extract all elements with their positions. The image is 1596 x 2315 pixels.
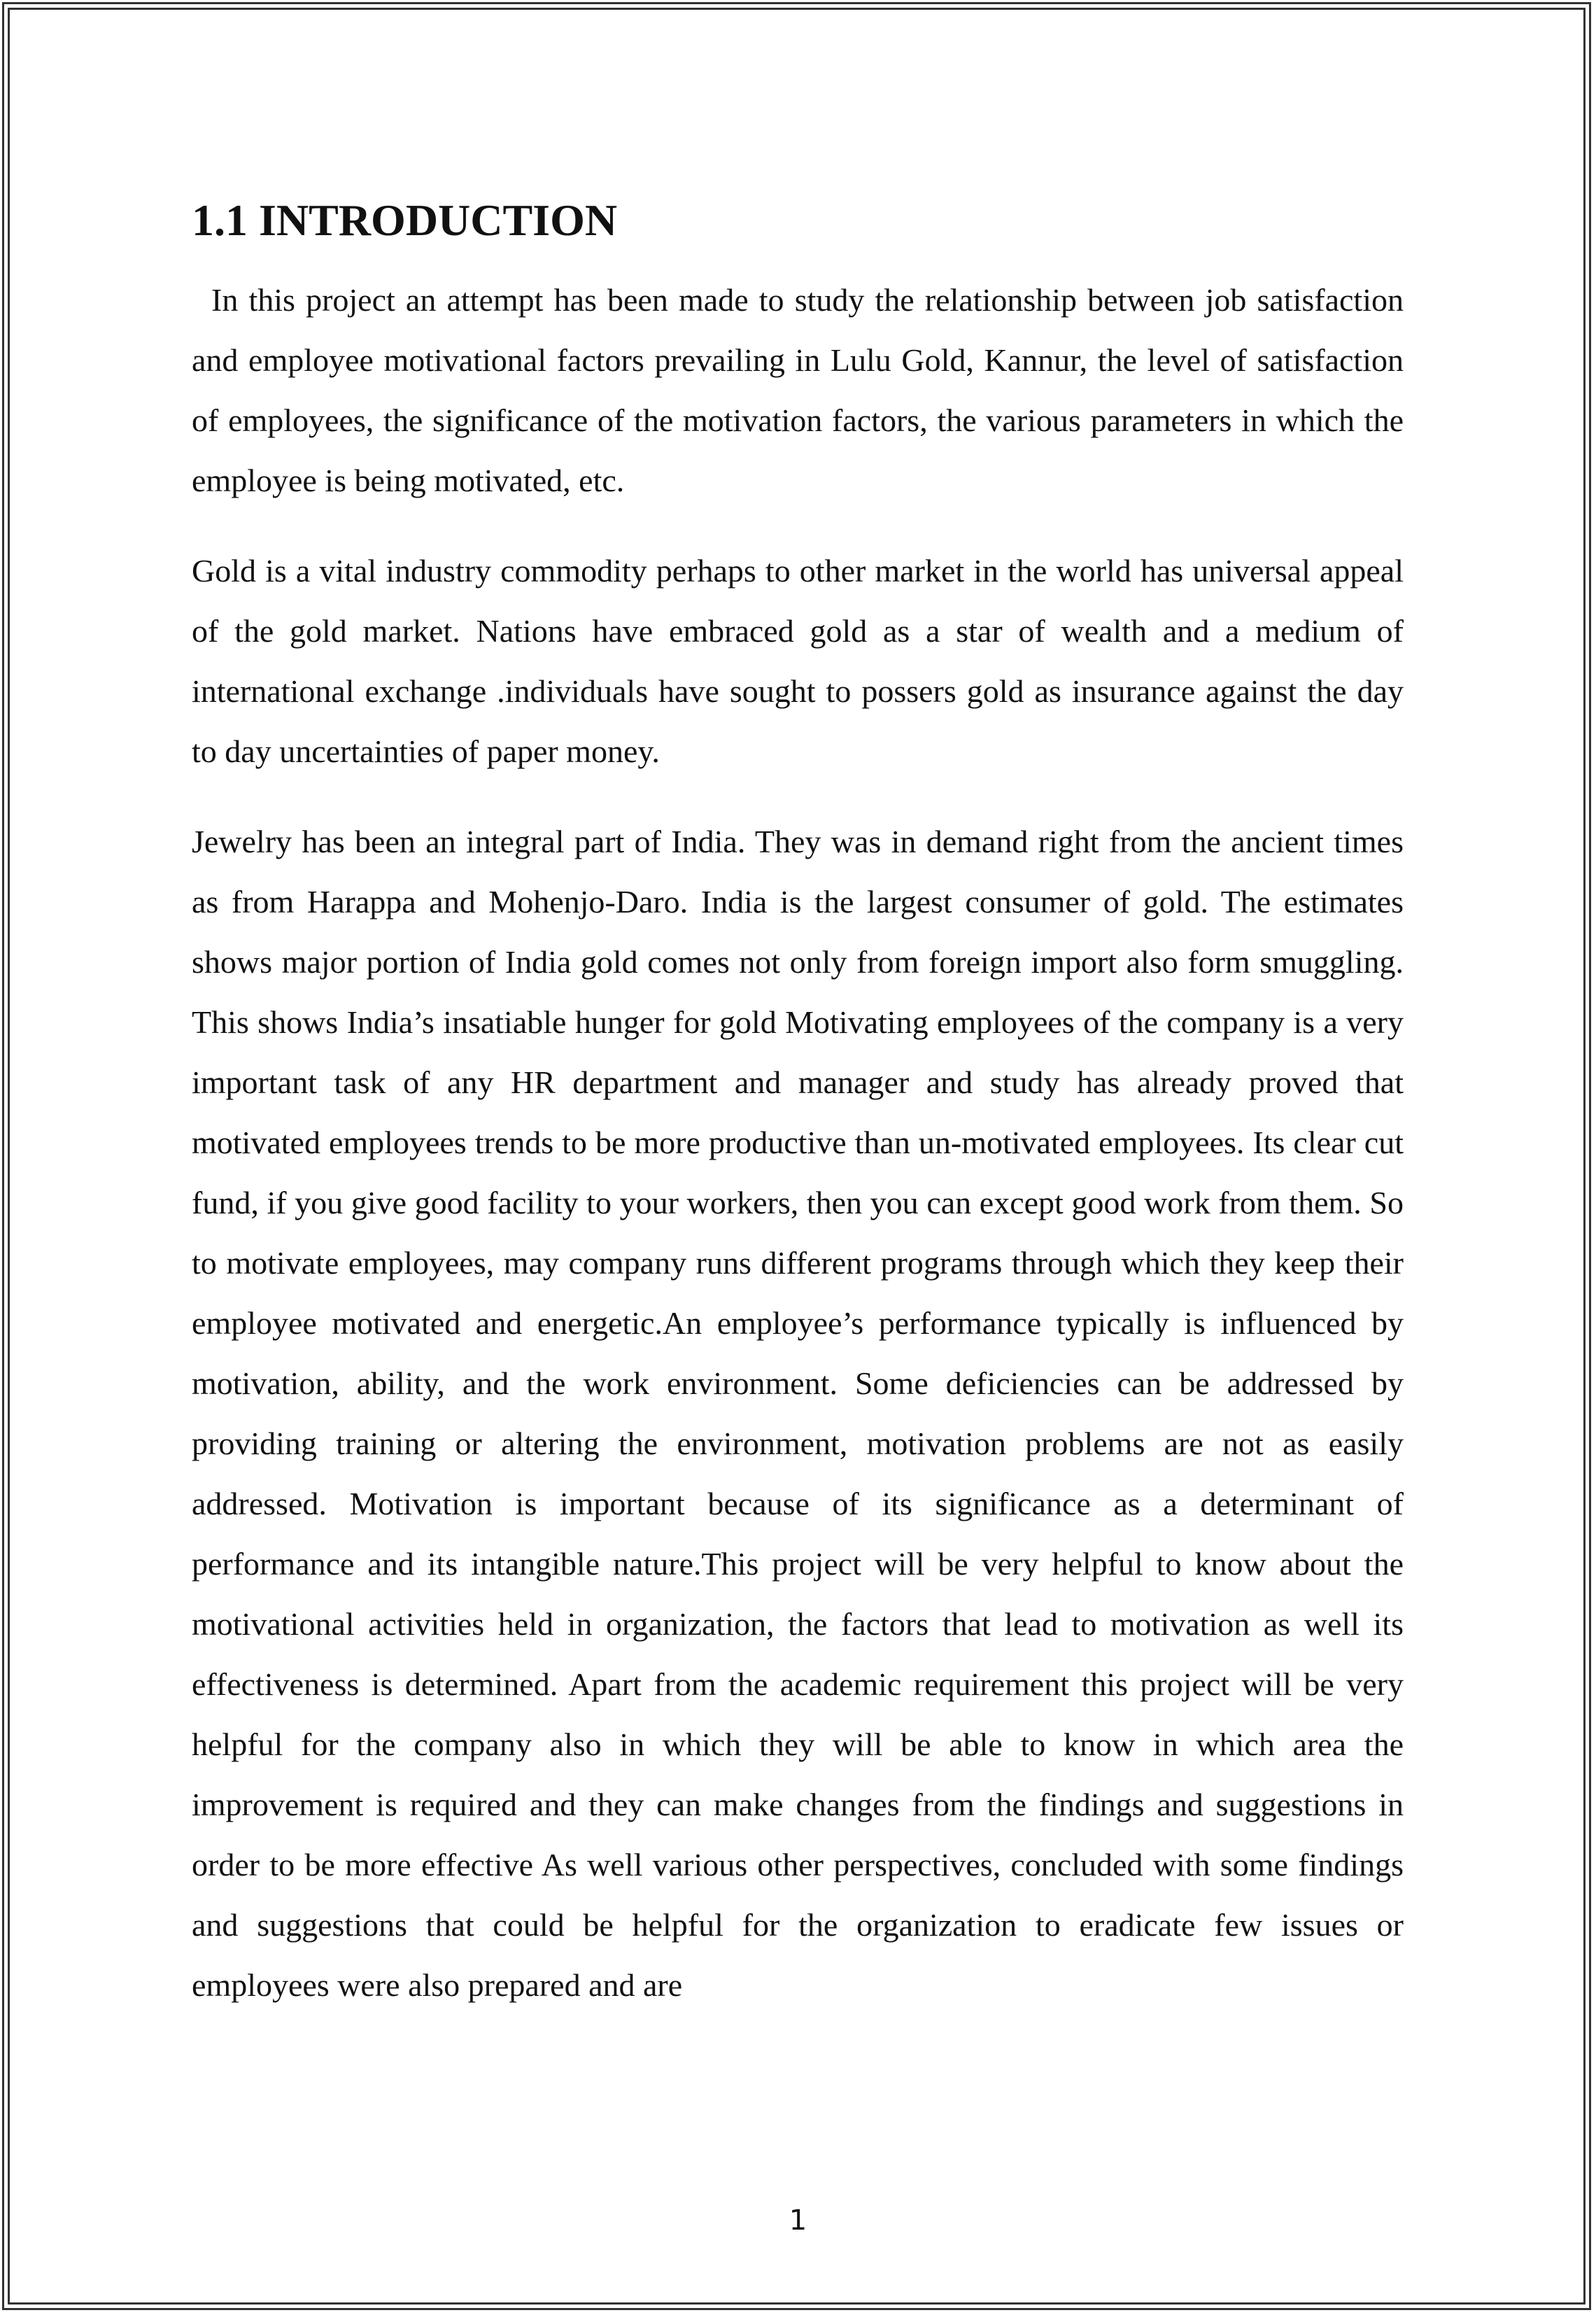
paragraph-gold: Gold is a vital industry commodity perhaps to other market in the world has universal appeal of the gold market. Nations have embraced gold as a star of wealth and a medium of international exchange .individuals have sought to possers gold as insurance against the day to day uncertainties of paper money. — [192, 553, 1404, 769]
section-heading: 1.1 INTRODUCTION — [192, 195, 618, 245]
document-page — [192, 189, 1404, 2015]
page-number: 1 — [789, 2204, 807, 2237]
paragraph-intro: In this project an attempt has been made to study the relationship between job satisfaction and employee motivational factors prevailing in Lulu Gold, Kannur, the level of satisfaction of employees, the significance of the motivation factors, the various parameters in which the employee is being motivated, etc. — [192, 282, 1404, 498]
paragraph-jewelry: Jewelry has been an integral part of India. They was in demand right from the ancient times as from Harappa and Mohenjo-Daro. India is the largest consumer of gold. The estimates shows major portion of India gold comes not only from foreign import also form smuggling. This shows India’s insatiable hunger for gold Motivating employees of the company is a very important task of any HR department and manager and study has already proved that motivated employees trends to be more productive than un-motivated employees. Its clear cut fund, if you give good facility to your workers, then you can except good work from them. So to motivate employees, may company runs different programs through which they keep their employee motivated and energetic.An employee’s performance typically is influenced by motivation, ability, and the work environment. Some deficiencies can be addressed by providing training or altering the environment, motivation problems are not as easily addressed. Motivation is important because of its significance as a determinant of performance and its intangible nature.This project will be very helpful to know about the motivational activities held in organization, the factors that lead to motivation as well its effectiveness is determined. Apart from the academic requirement this project will be very helpful for the company also in which they will be able to know in which area the improvement is required and they can make changes from the findings and suggestions in order to be more effective As well various other perspectives, concluded with some findings and suggestions that could be helpful for the organization to eradicate few issues or employees were also prepared and are — [192, 824, 1404, 2003]
